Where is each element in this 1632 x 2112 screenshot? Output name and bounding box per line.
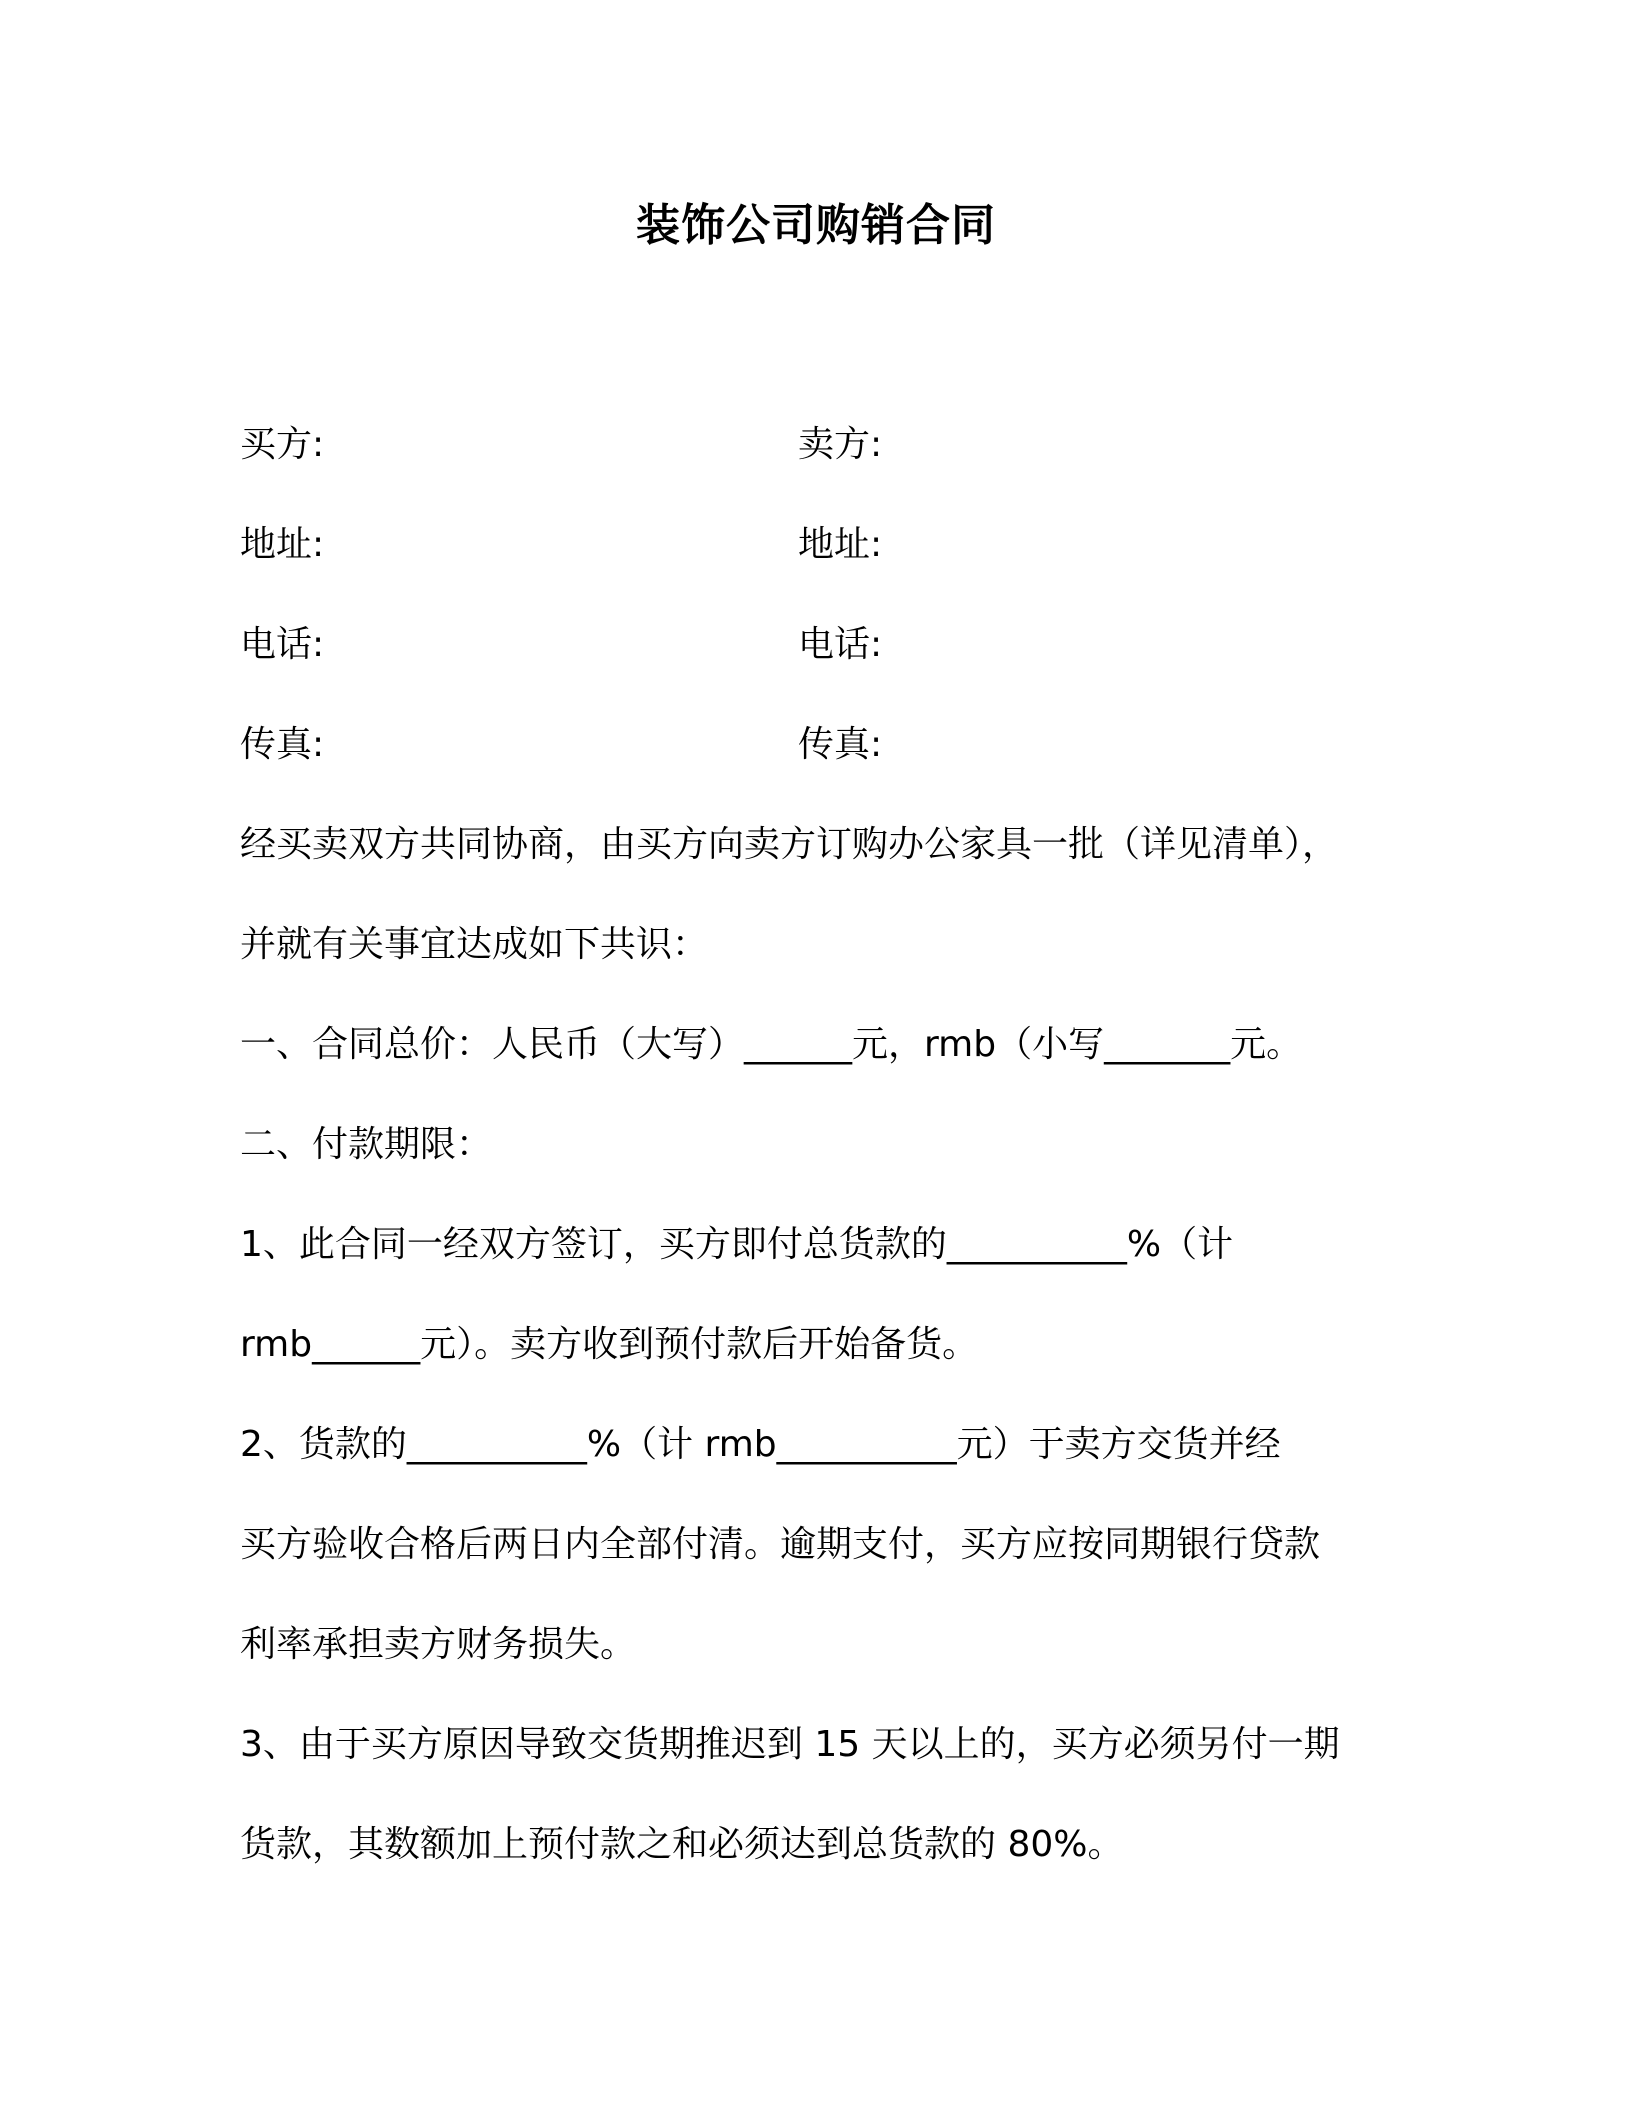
clause-total-price: 一、合同总价：人民币（大写）______元，rmb（小写_______元。 (240, 1024, 1303, 1065)
document-title: 装饰公司购销合同 (636, 200, 996, 251)
payment-item-2-line-2: 买方验收合格后两日内全部付清。逾期支付，买方应按同期银行贷款 (240, 1524, 1321, 1565)
payment-item-1-line-2: rmb______元）。卖方收到预付款后开始备货。 (240, 1324, 979, 1365)
seller-phone-label: 电话: (798, 624, 883, 665)
buyer-name-label: 买方: (240, 424, 325, 465)
buyer-fax-label: 传真: (240, 724, 325, 765)
preamble-line-2: 并就有关事宜达成如下共识： (240, 924, 709, 965)
payment-item-3-line-1: 3、由于买方原因导致交货期推迟到 15 天以上的，买方必须另付一期 (240, 1724, 1340, 1765)
seller-address-label: 地址: (798, 524, 883, 565)
preamble-line-1: 经买卖双方共同协商，由买方向卖方订购办公家具一批（详见清单）， (240, 824, 1339, 865)
party-row-name (240, 420, 1390, 470)
payment-item-1-line-1: 1、此合同一经双方签订，买方即付总货款的__________%（计 (240, 1224, 1234, 1265)
seller-name-label: 卖方: (798, 424, 883, 465)
payment-item-2-line-1: 2、货款的__________%（计 rmb__________元）于卖方交货并经 (240, 1424, 1281, 1465)
buyer-phone-label: 电话: (240, 624, 325, 665)
clause-payment-heading: 二、付款期限： (240, 1124, 493, 1165)
payment-item-2-line-3: 利率承担卖方财务损失。 (240, 1624, 637, 1665)
party-row-phone (240, 620, 1390, 670)
payment-item-3-line-2: 货款，其数额加上预付款之和必须达到总货款的 80%。 (240, 1824, 1124, 1865)
seller-fax-label: 传真: (798, 724, 883, 765)
party-row-fax (240, 720, 1390, 770)
buyer-address-label: 地址: (240, 524, 325, 565)
party-row-address (240, 520, 1390, 570)
